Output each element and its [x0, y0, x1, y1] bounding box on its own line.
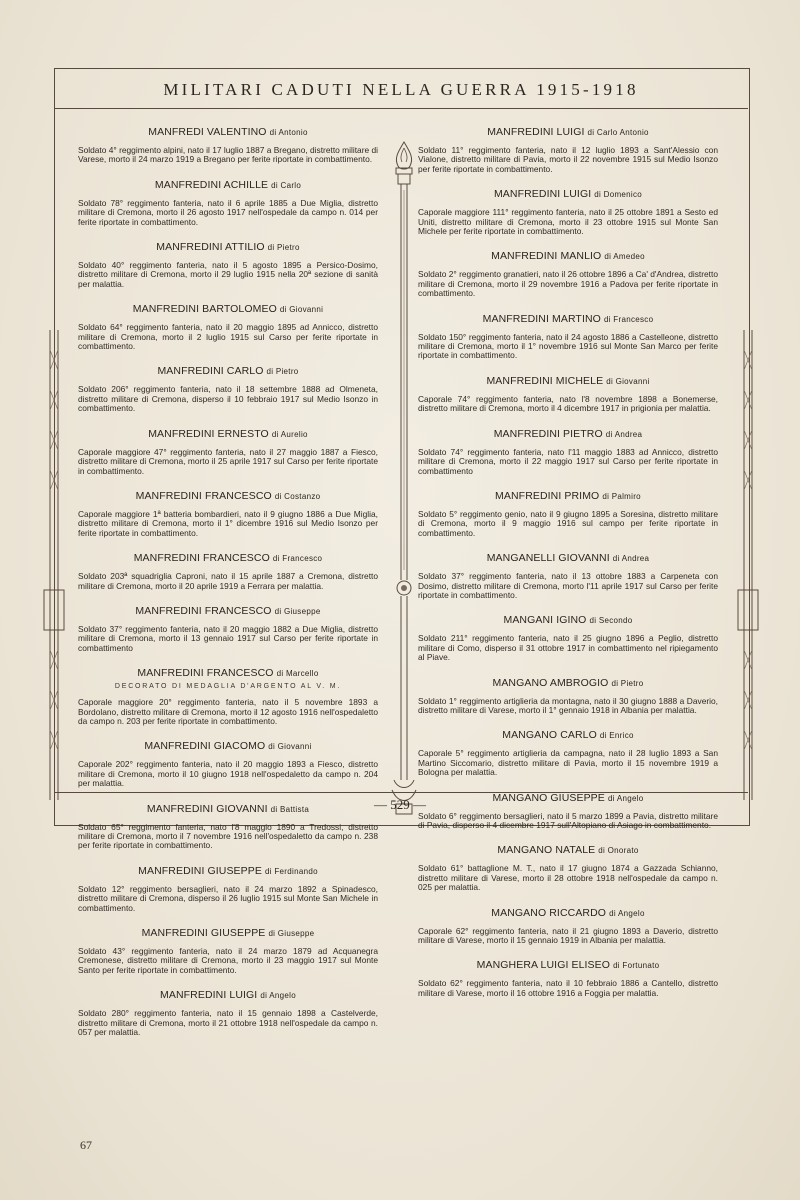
entry	[78, 303, 378, 351]
entry-name	[78, 989, 378, 1001]
entry-text: Soldato 206° reggimento fanteria, nato il 18 settembre 1888 ad Olmeneta, distretto militare di Cremona, disperso il 10 febbraio 1917 sul Medio Isonzo in combattimento.	[78, 384, 378, 414]
entry-name	[418, 552, 718, 564]
entry-parent: di Ferdinando	[265, 866, 318, 876]
entry-text: Soldato 43° reggimento fanteria, nato il 24 marzo 1879 ad Acquanegra Cremonese, distretto militare di Cremona, morto il 23 maggio 1917 sul Monte Santo per ferite riportate in combattimento.	[78, 946, 378, 975]
entry-text: Soldato 74° reggimento fanteria, nato l'11 maggio 1883 ad Annicco, distretto militare di Cremona, morto il 22 maggio 1917 sul Carso per ferite riportate in combattimento	[418, 446, 718, 476]
entry	[418, 188, 718, 236]
entry	[78, 552, 378, 591]
left-side-ornament	[40, 330, 68, 800]
entry-parent: di Amedeo	[604, 252, 645, 262]
footer-rule	[54, 792, 748, 793]
entry-name	[418, 490, 718, 502]
entry	[78, 428, 378, 476]
entry	[78, 490, 378, 538]
entry-name	[418, 188, 718, 200]
entry-parent: di Fortunato	[613, 961, 660, 971]
entry-text: Soldato 64° reggimento fanteria, nato il 20 maggio 1895 ad Annicco, distretto militare di Cremona, morto il 2 luglio 1915 sul Carso per ferite riportate in combattimento.	[78, 322, 378, 352]
entry-surname: MANFREDI VALENTINO	[148, 126, 267, 138]
entry-parent: di Francesco	[272, 554, 323, 564]
page-title: MILITARI CADUTI NELLA GUERRA 1915-1918	[163, 80, 639, 99]
page-number: — 529 —	[374, 797, 426, 812]
entry	[78, 667, 378, 726]
entry	[418, 375, 718, 414]
fasces-ornament-icon	[40, 330, 68, 800]
entry	[418, 428, 718, 476]
entry-surname: MANFREDINI FRANCESCO	[137, 667, 274, 680]
entry	[78, 740, 378, 788]
entry-surname: MANGANO AMBROGIO	[492, 676, 609, 689]
entry-text: Soldato 150° reggimento fanteria, nato il 24 agosto 1886 a Castelleone, distretto militare di Cremona, morto il 1° novembre 1916 sul Monte San Marco per ferite riportate in combattimento.	[418, 331, 718, 361]
entry-surname: MANGANO CARLO	[502, 729, 597, 742]
entry	[78, 927, 378, 975]
entry-parent: di Palmiro	[602, 491, 641, 501]
entry	[418, 490, 718, 538]
entry-text: Soldato 12° reggimento bersaglieri, nato il 24 marzo 1892 a Spinadesco, distretto militare di Cremona, disperso il 26 luglio 1915 sul Monte San Michele in combattimento.	[78, 883, 378, 913]
entry-parent: di Carlo	[271, 180, 302, 190]
entry-parent: di Pietro	[611, 678, 644, 688]
entry-parent: di Giuseppe	[268, 929, 315, 939]
entry-name	[78, 428, 378, 440]
entry-surname: MANFREDINI ATTILIO	[156, 241, 265, 254]
entry-text: Soldato 65° reggimento fanteria, nato l'8 maggio 1890 a Tredossi, distretto militare di Cremona, morto il 7 novembre 1916 nell'ospedaletto da campo n. 238 per ferite riportate in combattimento.	[78, 821, 378, 851]
entry-surname: MANFREDINI MARTINO	[482, 312, 601, 325]
entry	[78, 179, 378, 227]
entry-parent: di Giovanni	[268, 742, 312, 752]
entry-parent: di Angelo	[609, 908, 645, 918]
entry-name	[418, 907, 718, 919]
entry-text: Soldato 78° reggimento fanteria, nato il 6 aprile 1885 a Due Miglia, distretto militare di Cremona, morto il 26 agosto 1917 nell'ospedale da campo n. 014 per ferite riportate in combattimento.	[78, 197, 378, 227]
entry	[418, 126, 718, 174]
entry-surname: MANFREDINI ACHILLE	[154, 178, 269, 191]
entry-name	[78, 179, 378, 191]
entry-note: DECORATO DI MEDAGLIA D'ARGENTO AL V. M.	[114, 683, 342, 691]
entry-name	[78, 241, 378, 253]
entry-surname: MANFREDINI LUIGI	[487, 126, 585, 138]
entry-name	[78, 740, 378, 752]
entry-text: Caporale maggiore 1ª batteria bombardieri, nato il 9 giugno 1886 a Due Miglia, distretto militare di Cremona, morto il 1° dicembre 1916 sul Medio Isonzo per ferite riportate in combattimento.	[78, 508, 378, 538]
right-side-ornament	[734, 330, 762, 800]
entry-text: Soldato 280° reggimento fanteria, nato il 15 gennaio 1898 a Castelverde, distretto militare di Cremona, morto il 21 ottobre 1918 nell'ospedale da campo n. 057 per malattia.	[78, 1008, 378, 1038]
entry-parent: di Domenico	[594, 190, 643, 200]
corner-number: 67	[80, 1138, 92, 1152]
entry-parent: di Aurelio	[271, 429, 308, 439]
entry-parent: di Battista	[270, 804, 310, 814]
entry	[418, 614, 718, 662]
entry-text: Soldato 61° battaglione M. T., nato il 17 giugno 1874 a Gazzada Schianno, distretto militare di Varese, morto il 28 ottobre 1918 nell'ospedale da campo n. 025 per malattia.	[418, 863, 718, 893]
entry-surname: MANGANI IGINO	[503, 614, 587, 627]
entry-surname: MANGHERA LUIGI ELISEO	[476, 959, 611, 972]
entry-parent: di Giovanni	[606, 376, 650, 386]
entry	[418, 844, 718, 892]
entry-surname: MANFREDINI FRANCESCO	[135, 489, 272, 502]
entry-surname: MANFREDINI GIACOMO	[144, 740, 266, 753]
entry-name	[418, 375, 718, 387]
entry-parent: di Andrea	[605, 429, 643, 439]
right-column	[418, 126, 718, 1012]
entry-text: Caporale 5° reggimento artiglieria da campagna, nato il 28 luglio 1893 a San Martino Siccomario, distretto militare di Pavia, morto il 15 novembre 1919 a Bologna per malattia.	[418, 748, 718, 778]
entry-parent: di Secondo	[589, 616, 633, 626]
entry-name	[78, 365, 378, 377]
entry-surname: MANFREDINI ERNESTO	[148, 427, 269, 440]
entry-text: Soldato 203ª squadriglia Caproni, nato il 15 aprile 1887 a Cremona, distretto militare di Cremona, morto il 20 aprile 1919 a Ferrara per malattia.	[78, 571, 378, 591]
entry-surname: MANFREDINI MANLIO	[491, 250, 602, 263]
entry-name	[78, 552, 378, 564]
entry-name	[418, 428, 718, 440]
entry-parent: di Andrea	[612, 554, 650, 564]
entry-text: Caporale maggiore 20° reggimento fanteria, nato il 5 novembre 1893 a Bordolano, distretto militare di Cremona, morto il 12 agosto 1916 nell'ospedaletto da campo n. 203 per ferite riportate in combattimento.	[78, 697, 379, 726]
entry-surname: MANFREDINI PIETRO	[493, 427, 603, 440]
entry-parent: di Onorato	[598, 846, 639, 856]
entry-name	[418, 614, 718, 626]
entry	[78, 989, 378, 1037]
entry-surname: MANFREDINI FRANCESCO	[135, 604, 272, 617]
entry	[78, 126, 378, 165]
entry-text: Soldato 1° reggimento artiglieria da montagna, nato il 30 giugno 1888 a Daverio, distretto militare di Varese, morto il 1° gennaio 1918 in Albania per malattia.	[418, 695, 718, 715]
entry-text: Soldato 4° reggimento alpini, nato il 17 luglio 1887 a Bregano, distretto militare di Varese, morto il 24 marzo 1919 a Bregano per ferite riportate in combattimento.	[78, 145, 378, 165]
entry	[418, 552, 718, 600]
entry-surname: MANFREDINI LUIGI	[160, 989, 258, 1002]
entry-parent: di Marcello	[276, 669, 319, 679]
fasces-ornament-icon	[734, 330, 762, 800]
entry-surname: MANFREDINI LUIGI	[493, 188, 592, 201]
entry-name	[78, 667, 378, 679]
entry-surname: MANFREDINI BARTOLOMEO	[132, 303, 277, 316]
entry-surname: MANFREDINI CARLO	[157, 365, 264, 378]
entry-text: Caporale maggiore 111° reggimento fanteria, nato il 25 ottobre 1891 a Sesto ed Uniti, distretto militare di Cremona, morto il 23 ottobre 1915 sul Monte San Michele per ferite riportate in combattimento.	[418, 207, 718, 237]
entry-surname: MANFREDINI GIUSEPPE	[138, 864, 262, 877]
entry-surname: MANGANO NATALE	[497, 844, 596, 857]
entry-surname: MANFREDINI GIOVANNI	[146, 802, 268, 815]
entry-parent: di Angelo	[260, 991, 296, 1001]
entry	[418, 677, 718, 716]
entry-parent: di Francesco	[603, 314, 654, 324]
entry-parent: di Carlo Antonio	[587, 128, 649, 137]
entry-name	[78, 927, 378, 939]
entry-surname: MANFREDINI MICHELE	[486, 374, 604, 387]
entry-name	[78, 490, 378, 502]
entry	[418, 729, 718, 777]
entry	[418, 959, 718, 998]
entry-surname: MANFREDINI GIUSEPPE	[141, 927, 266, 940]
entry-name	[78, 303, 378, 315]
entry-text: Soldato 37° reggimento fanteria, nato il 13 ottobre 1883 a Carpeneta con Dosimo, distretto militare di Cremona, morto l'11 aprile 1917 sul Carso per ferite riportate in combattimento.	[418, 571, 718, 600]
entry-name	[418, 677, 718, 689]
entry-name	[418, 844, 718, 856]
entry-text: Caporale 74° reggimento fanteria, nato l'8 novembre 1898 a Bonemerse, distretto militare di Cremona, morto il 4 dicembre 1917 in prigionia per malattia.	[418, 393, 718, 414]
entry-name	[418, 250, 718, 262]
entry-parent: di Antonio	[269, 128, 308, 137]
entry	[78, 365, 378, 413]
entry	[78, 865, 378, 913]
entry-parent: di Giovanni	[279, 305, 324, 315]
entry-parent: di Pietro	[266, 367, 299, 377]
entry-text: Soldato 40° reggimento fanteria, nato il 5 agosto 1895 a Persico-Dosimo, distretto militare di Cremona, morto il 29 luglio 1915 nella 20ª sezione di sanità per malattia.	[78, 260, 378, 289]
entry-name	[418, 126, 718, 138]
entry-parent: di Pietro	[267, 243, 300, 253]
left-column	[78, 126, 378, 1051]
entry	[418, 250, 718, 298]
entry	[418, 907, 718, 946]
entry-parent: di Giuseppe	[274, 606, 321, 616]
entry-parent: di Angelo	[607, 793, 644, 803]
entry-name	[418, 959, 718, 971]
entry-parent: di Costanzo	[274, 491, 321, 501]
entry	[418, 313, 718, 361]
entry-text: Soldato 6° reggimento bersaglieri, nato il 5 marzo 1899 a Pavia, distretto militare di Pavia, disperso il 4 dicembre 1917 sull'Altopiano di Asiago in combattimento.	[418, 810, 718, 830]
entry-text: Soldato 2° reggimento granatieri, nato il 26 ottobre 1896 a Ca' d'Andrea, distretto militare di Cremona, morto il 29 novembre 1916 a Padova per ferite riportate in combattimento.	[418, 269, 718, 299]
entry-text: Soldato 62° reggimento fanteria, nato il 10 febbraio 1886 a Cantello, distretto militare di Varese, morto il 16 ottobre 1916 a Foggia per malattia.	[418, 978, 718, 998]
entry-surname: MANGANO GIUSEPPE	[492, 791, 605, 804]
entry-text: Caporale maggiore 47° reggimento fanteria, nato il 27 maggio 1887 a Fiesco, distretto militare di Cremona, morto il 25 aprile 1917 sul Carso per ferite riportate in combattimento.	[78, 446, 378, 476]
entry-name	[78, 605, 378, 617]
entry-name	[78, 865, 378, 877]
entry-text: Soldato 5° reggimento genio, nato il 9 giugno 1895 a Soresina, distretto militare di Cremona, morto il 9 maggio 1916 sul campo per ferite riportate in combattimento.	[418, 508, 718, 538]
entry-name	[78, 126, 378, 138]
entry-name	[418, 313, 718, 325]
entry-text: Soldato 11° reggimento fanteria, nato il 12 luglio 1893 a Sant'Alessio con Vialone, distretto militare di Pavia, morto il 22 novembre 1915 sul Medio Isonzo per ferite riportate in combattimento.	[418, 145, 718, 174]
entry-surname: MANFREDINI PRIMO	[495, 489, 600, 502]
entry	[78, 605, 378, 653]
entry-surname: MANGANELLI GIOVANNI	[486, 552, 610, 565]
page-header	[54, 68, 748, 109]
entry-text: Soldato 37° reggimento fanteria, nato il 20 maggio 1882 a Due Miglia, distretto militare di Cremona, morto il 13 gennaio 1917 sul Carso per ferite riportate in combattimento	[78, 623, 378, 653]
central-column-ornament	[390, 140, 418, 820]
entry-surname: MANGANO RICCARDO	[491, 906, 607, 919]
entry-parent: di Enrico	[599, 731, 634, 741]
entry-name	[418, 729, 718, 741]
entry-surname: MANFREDINI FRANCESCO	[133, 552, 270, 565]
entry-text: Soldato 211° reggimento fanteria, nato il 25 giugno 1896 a Peglio, distretto militare di Como, disperso il 31 ottobre 1917 in combattimento nel ripiegamento al Piave.	[418, 633, 718, 663]
entry-text: Caporale 202° reggimento fanteria, nato il 20 maggio 1893 a Fiesco, distretto militare di Cremona, morto il 10 giugno 1918 nell'ospedaletto da campo n. 204 per malattia.	[78, 759, 378, 789]
entry	[78, 241, 378, 289]
torch-ornament-icon	[390, 140, 418, 820]
entry-text: Caporale 62° reggimento fanteria, nato il 21 giugno 1893 a Daverio, distretto militare di Varese, morto il 15 gennaio 1919 in Albania per malattia.	[418, 925, 718, 946]
